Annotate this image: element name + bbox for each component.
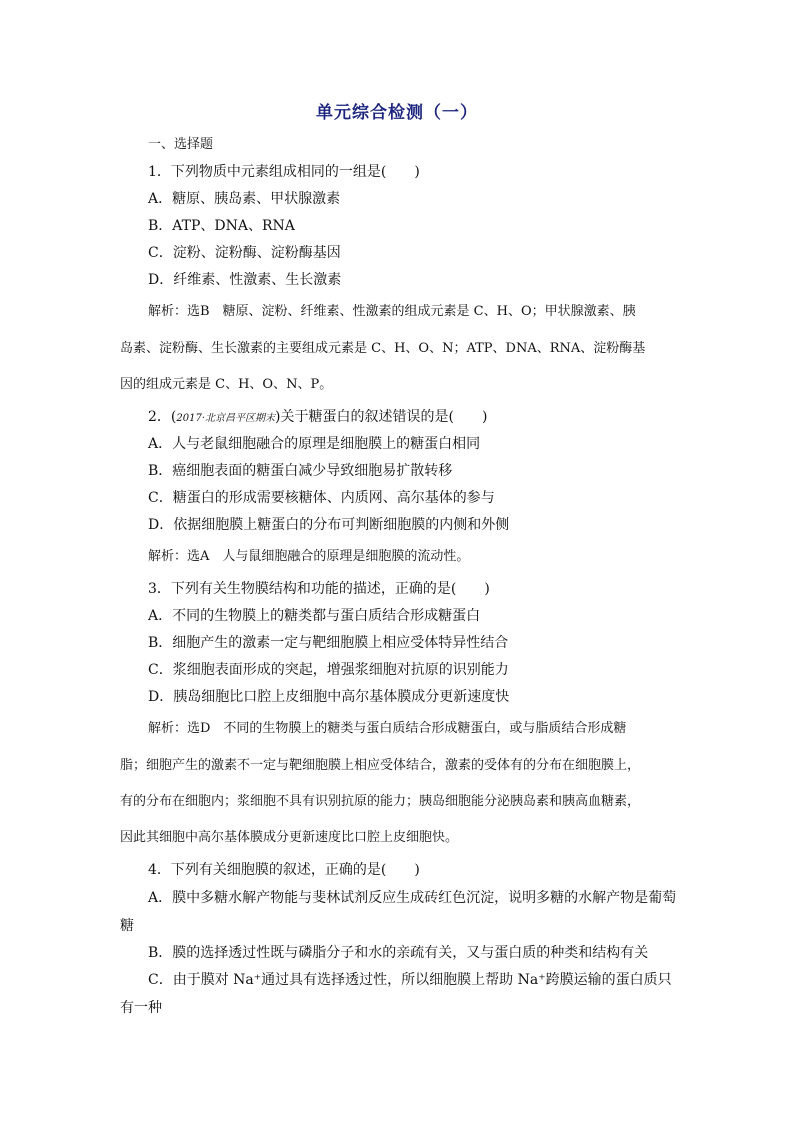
- q3-explanation-line: 有的分布在细胞内；浆细胞不具有识别抗原的能力；胰岛细胞能分泌胰岛素和胰高血糖素，: [120, 794, 641, 809]
- q1-explanation-line: 岛素、淀粉酶、生长激素的主要组成元素是 C、H、O、N；ATP、DNA、RNA、淀粉酶基: [120, 341, 646, 356]
- q1-stem: 1．下列物质中元素组成相同的一组是( ): [148, 164, 420, 180]
- q2-option-b: B．癌细胞表面的糖蛋白减少导致细胞易扩散转移: [148, 463, 453, 479]
- q4-stem: 4．下列有关细胞膜的叙述，正确的是( ): [148, 862, 420, 878]
- q2-option-a: A．人与老鼠细胞融合的原理是细胞膜上的糖蛋白相同: [148, 436, 481, 452]
- q3-option-a: A．不同的生物膜上的糖类都与蛋白质结合形成糖蛋白: [148, 608, 481, 624]
- q4-option-a: A．膜中多糖水解产物能与斐林试剂反应生成砖红色沉淀，说明多糖的水解产物是葡萄: [148, 890, 677, 906]
- q1-option-b: B．ATP、DNA、RNA: [148, 218, 295, 234]
- q4-option-a-continued: 糖: [120, 918, 134, 934]
- q2-source: 2017·北京昌平区期末: [176, 413, 276, 424]
- q2-stem-suffix: )关于糖蛋白的叙述错误的是( ): [275, 409, 488, 425]
- q3-stem: 3．下列有关生物膜结构和功能的描述，正确的是( ): [148, 581, 490, 597]
- q3-option-c: C．浆细胞表面形成的突起，增强浆细胞对抗原的识别能力: [148, 662, 509, 678]
- q1-option-c: C．淀粉、淀粉酶、淀粉酶基因: [148, 245, 341, 261]
- q1-explanation-line: 因的组成元素是 C、H、O、N、P。: [120, 377, 333, 392]
- q3-explanation-line: 解析：选D 不同的生物膜上的糖类与蛋白质结合形成糖蛋白，或与脂质结合形成糖: [148, 721, 627, 736]
- q4-option-c: C．由于膜对 Na⁺通过具有选择透过性，所以细胞膜上帮助 Na⁺跨膜运输的蛋白质只: [148, 972, 672, 988]
- q4-option-b: B．膜的选择透过性既与磷脂分子和水的亲疏有关，又与蛋白质的种类和结构有关: [148, 945, 649, 961]
- q2-option-c: C．糖蛋白的形成需要核糖体、内质网、高尔基体的参与: [148, 490, 495, 506]
- q2-explanation-line: 解析：选A 人与鼠细胞融合的原理是细胞膜的流动性。: [148, 549, 470, 564]
- q1-explanation-line: 解析：选B 糖原、淀粉、纤维素、性激素的组成元素是 C、H、O；甲状腺激素、胰: [148, 304, 636, 319]
- q1-option-d: D．纤维素、性激素、生长激素: [148, 272, 342, 288]
- page-title: 单元综合检测（一）: [316, 103, 478, 123]
- q3-option-d: D．胰岛细胞比口腔上皮细胞中高尔基体膜成分更新速度快: [148, 689, 510, 705]
- q2-stem: [148, 408, 487, 428]
- q3-explanation-line: 因此其细胞中高尔基体膜成分更新速度比口腔上皮细胞快。: [120, 830, 459, 845]
- q3-explanation-line: 脂；细胞产生的激素不一定与靶细胞膜上相应受体结合，激素的受体有的分布在细胞膜上，: [120, 758, 641, 773]
- q3-option-b: B．细胞产生的激素一定与靶细胞膜上相应受体特异性结合: [148, 635, 509, 651]
- q4-option-c-continued: 有一种: [120, 1000, 162, 1016]
- q2-option-d: D．依据细胞膜上糖蛋白的分布可判断细胞膜的内侧和外侧: [148, 517, 510, 533]
- q1-option-a: A．糖原、胰岛素、甲状腺激素: [148, 191, 341, 207]
- section-heading: 一、选择题: [148, 137, 214, 152]
- q2-stem-prefix: 2．(: [148, 409, 177, 425]
